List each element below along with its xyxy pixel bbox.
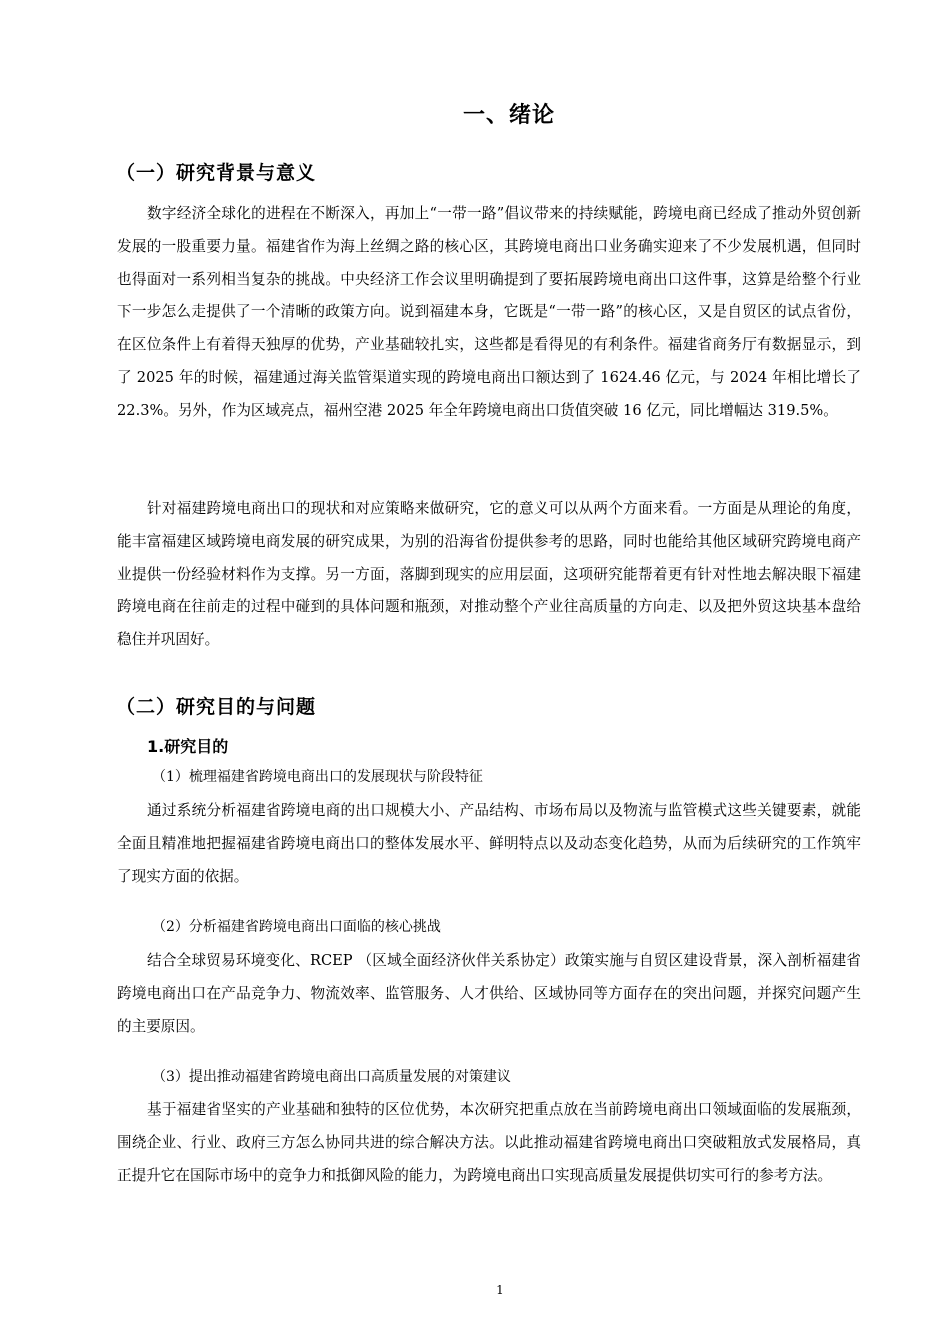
section-heading-background: （一）研究背景与意义 <box>116 162 317 184</box>
item-heading-1: （1）梳理福建省跨境电商出口的发展现状与阶段特征 <box>152 769 483 785</box>
subsection-heading-objectives: 1.研究目的 <box>147 737 229 756</box>
chapter-title: 一、绪论 <box>462 103 555 128</box>
page-number: 1 <box>496 1283 504 1297</box>
section-heading-objectives: （二）研究目的与问题 <box>116 696 317 718</box>
paragraph-background: 数字经济全球化的进程在不断深入，再加上“一带一路”倡议带来的持续赋能，跨境电商已经成了推动外贸创新发展的一股重要力量。福建省作为海上丝绸之路的核心区，其跨境电商出口业务确实迎来了不少发展机遇，但同时也得面对一系列相当复杂的挑战。中央经济工作会议里明确提到了要拓展跨境电商出口这件事，这算是给整个行业下一步怎么走提供了一个清晰的政策方向。说到福建本身，它既是“一带一路”的核心区，又是自贸区的试点省份，在区位条件上有着得天独厚的优势，产业基础较扎实，这些都是看得见的有利条件。福建省商务厅有数据显示，到了 2025 年的时候，福建通过海关监管渠道实现的跨境电商出口额达到了 1624.46 亿元，与 2024 年相比增长了 22.3%。另外，作为区域亮点，福州空港 2025 年全年跨境电商出口货值突破 16 亿元，同比增幅达 319.5%。 <box>117 205 861 419</box>
paragraph-significance: 针对福建跨境电商出口的现状和对应策略来做研究，它的意义可以从两个方面来看。一方面是从理论的角度，能丰富福建区域跨境电商发展的研究成果，为别的沿海省份提供参考的思路，同时也能给其他区域研究跨境电商产业提供一份经验材料作为支撑。另一方面，落脚到现实的应用层面，这项研究能帮着更有针对性地去解决眼下福建跨境电商在往前走的过程中碰到的具体问题和瓶颈，对推动整个产业往高质量的方向走、以及把外贸这块基本盘给稳住并巩固好。 <box>117 500 861 649</box>
item-text-3: 基于福建省坚实的产业基础和独特的区位优势，本次研究把重点放在当前跨境电商出口领域面临的发展瓶颈，围绕企业、行业、政府三方怎么协同共进的综合解决方法。以此推动福建省跨境电商出口突破粗放式发展格局，真正提升它在国际市场中的竞争力和抵御风险的能力，为跨境电商出口实现高质量发展提供切实可行的参考方法。 <box>117 1101 861 1184</box>
item-text-2: 结合全球贸易环境变化、RCEP （区域全面经济伙伴关系协定）政策实施与自贸区建设背景，深入剖析福建省跨境电商出口在产品竞争力、物流效率、监管服务、人才供给、区域协同等方面存在的突出问题，并探究问题产生的主要原因。 <box>117 952 861 1035</box>
item-heading-3: （3）提出推动福建省跨境电商出口高质量发展的对策建议 <box>152 1069 511 1085</box>
item-heading-2: （2）分析福建省跨境电商出口面临的核心挑战 <box>152 919 441 935</box>
item-text-1: 通过系统分析福建省跨境电商的出口规模大小、产品结构、市场布局以及物流与监管模式这些关键要素，就能全面且精准地把握福建省跨境电商出口的整体发展水平、鲜明特点以及动态变化趋势，从而为后续研究的工作筑牢了现实方面的依据。 <box>117 802 861 885</box>
